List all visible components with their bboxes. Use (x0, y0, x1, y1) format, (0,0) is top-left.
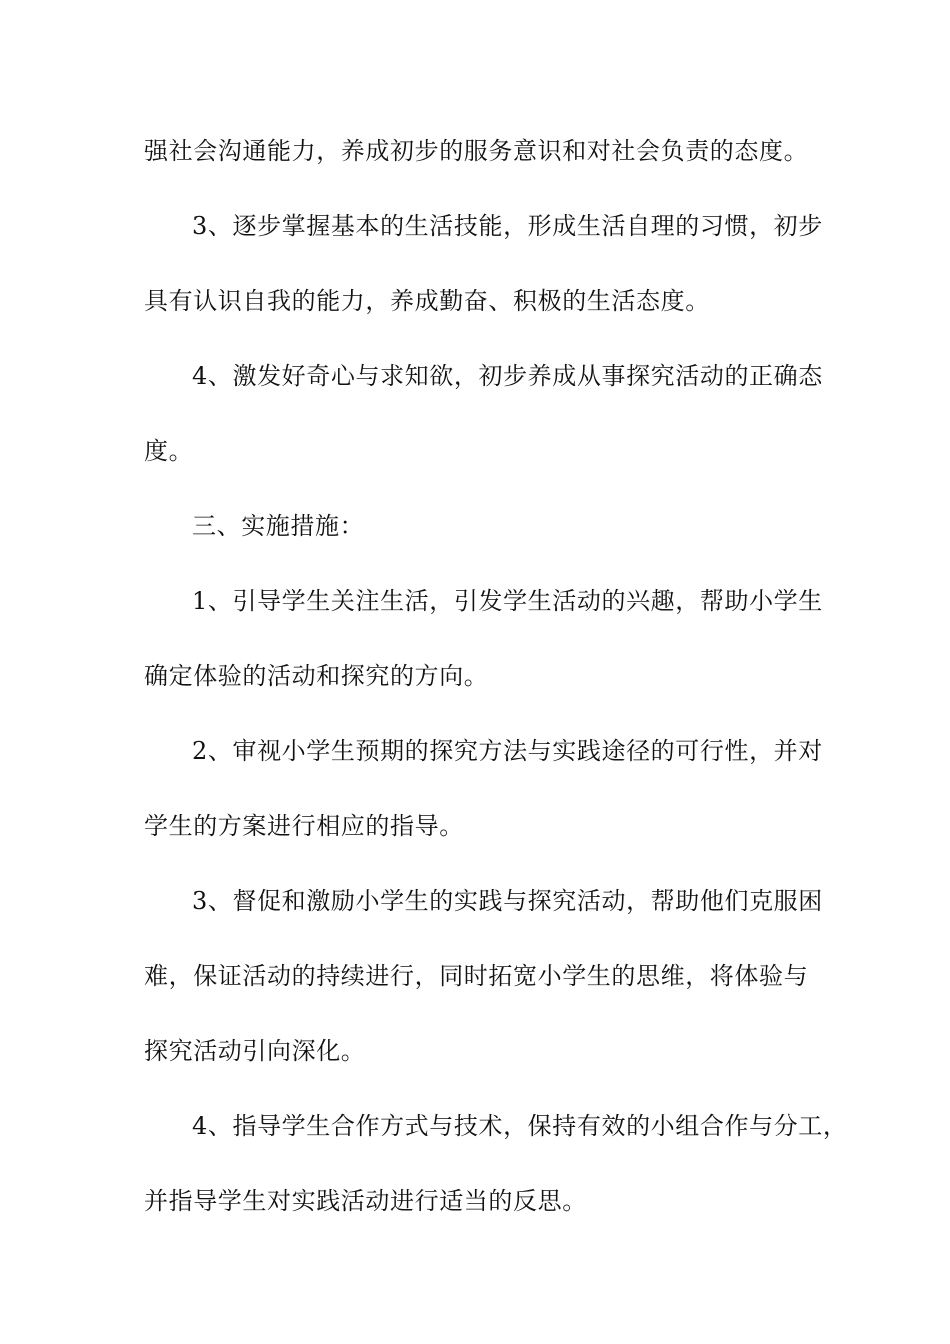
measure-4-line-2: 并指导学生对实践活动进行适当的反思。 (144, 1187, 587, 1215)
goal-3-line-2: 具有认识自我的能力，养成勤奋、积极的生活态度。 (144, 287, 710, 315)
section-heading-measures: 三、实施措施： (192, 512, 365, 540)
measure-4-line-1: 4、指导学生合作方式与技术，保持有效的小组合作与分工， (192, 1112, 848, 1140)
measure-3-line-2: 难，保证活动的持续进行，同时拓宽小学生的思维，将体验与 (144, 962, 809, 990)
measure-2-line-2: 学生的方案进行相应的指导。 (144, 812, 464, 840)
goal-4-line-2: 度。 (144, 437, 194, 465)
measure-3-line-3: 探究活动引向深化。 (144, 1037, 366, 1065)
measure-2-line-1: 2、审视小学生预期的探究方法与实践途径的可行性，并对 (192, 737, 823, 765)
paragraph-continuation-line: 强社会沟通能力，养成初步的服务意识和对社会负责的态度。 (144, 137, 809, 165)
measure-3-line-1: 3、督促和激励小学生的实践与探究活动，帮助他们克服困 (192, 887, 823, 915)
measure-1-line-1: 1、引导学生关注生活，引发学生活动的兴趣，帮助小学生 (192, 587, 823, 615)
goal-3-line-1: 3、逐步掌握基本的生活技能，形成生活自理的习惯，初步 (192, 212, 823, 240)
goal-4-line-1: 4、激发好奇心与求知欲，初步养成从事探究活动的正确态 (192, 362, 823, 390)
measure-1-line-2: 确定体验的活动和探究的方向。 (144, 662, 489, 690)
